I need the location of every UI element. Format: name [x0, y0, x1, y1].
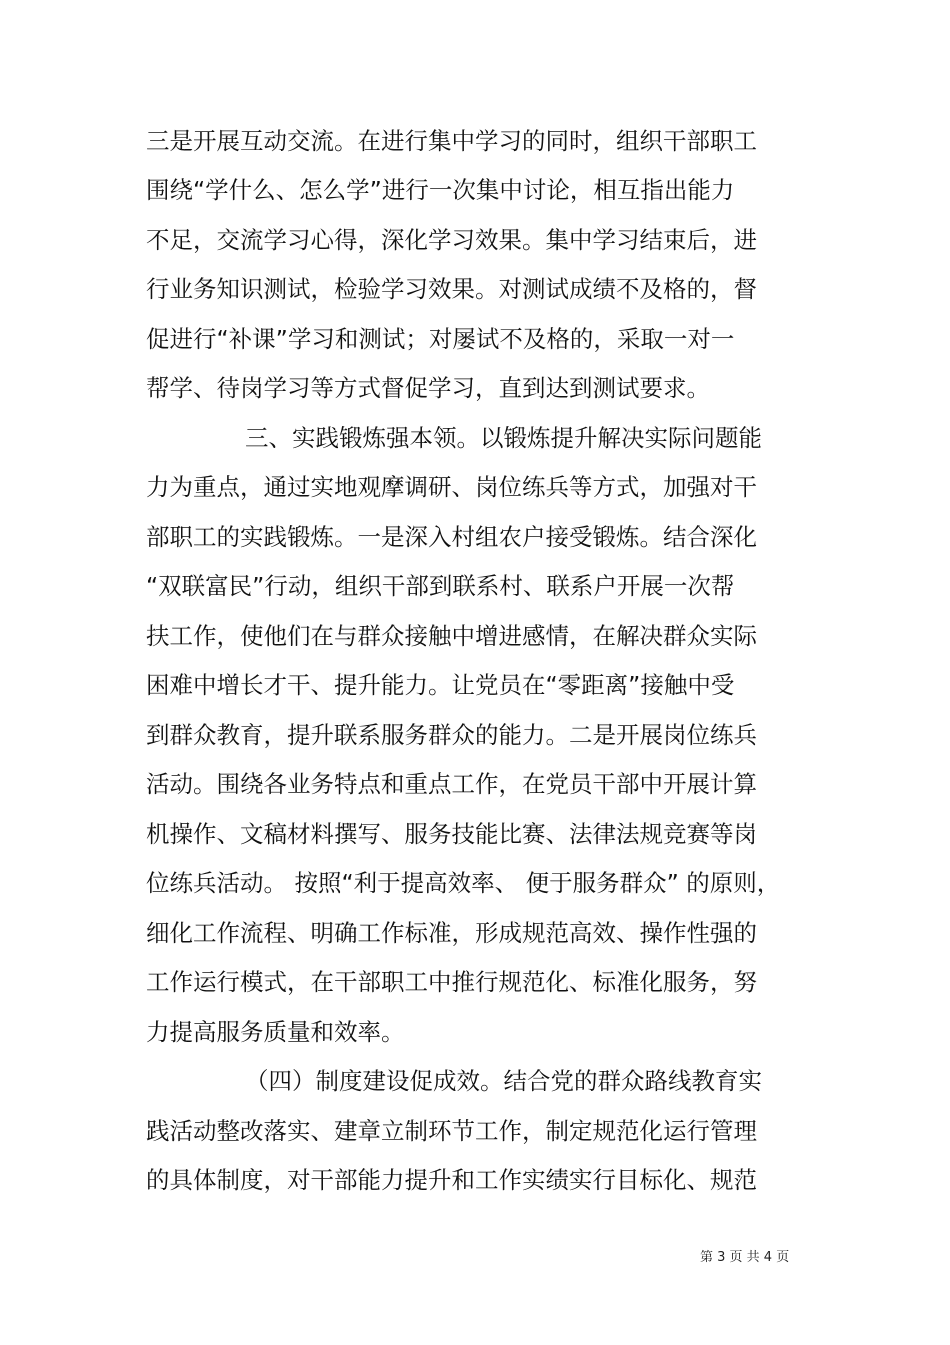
text-line: 的具体制度，对干部能力提升和工作实绩实行目标化、规范: [146, 1166, 757, 1194]
text-line: 围绕“学什么、怎么学”进行一次集中讨论，相互指出能力: [146, 176, 735, 204]
text-line: 不足，交流学习心得，深化学习效果。集中学习结束后，进: [146, 226, 757, 254]
text-line: 困难中增长才干、提升能力。让党员在“零距离”接触中受: [146, 671, 735, 699]
text-line: 行业务知识测试，检验学习效果。对测试成绩不及格的，督: [146, 275, 757, 303]
page-number-footer: 第 3 页 共 4 页: [700, 1250, 790, 1265]
text-line: 到群众教育，提升联系服务群众的能力。二是开展岗位练兵: [146, 721, 757, 749]
text-line: 机操作、文稿材料撰写、服务技能比赛、法律法规竞赛等岗: [146, 820, 757, 848]
text-line: 扶工作，使他们在与群众接触中增进感情，在解决群众实际: [146, 622, 757, 650]
text-line: 工作运行模式，在干部职工中推行规范化、标准化服务，努: [146, 968, 757, 996]
text-line: 位练兵活动。 按照“利于提高效率、 便于服务群众” 的原则，: [146, 869, 781, 897]
text-line: 帮学、待岗学习等方式督促学习，直到达到测试要求。: [146, 374, 710, 402]
text-line: “双联富民”行动，组织干部到联系村、联系户开展一次帮: [146, 572, 735, 600]
text-line: 力为重点，通过实地观摩调研、岗位练兵等方式，加强对干: [146, 473, 757, 501]
section-heading-line: （四）制度建设促成效。结合党的群众路线教育实: [245, 1067, 762, 1095]
text-line: 三是开展互动交流。在进行集中学习的同时，组织干部职工: [146, 127, 757, 155]
text-line: 细化工作流程、明确工作标准，形成规范高效、操作性强的: [146, 919, 757, 947]
section-heading-line: 三、实践锻炼强本领。以锻炼提升解决实际问题能: [245, 424, 762, 452]
text-line: 促进行“补课”学习和测试；对屡试不及格的，采取一对一: [146, 325, 735, 353]
text-line: 活动。围绕各业务特点和重点工作，在党员干部中开展计算: [146, 770, 757, 798]
text-line: 践活动整改落实、建章立制环节工作，制定规范化运行管理: [146, 1117, 757, 1145]
text-line: 部职工的实践锻炼。一是深入村组农户接受锻炼。结合深化: [146, 523, 757, 551]
text-line: 力提高服务质量和效率。: [146, 1018, 405, 1046]
